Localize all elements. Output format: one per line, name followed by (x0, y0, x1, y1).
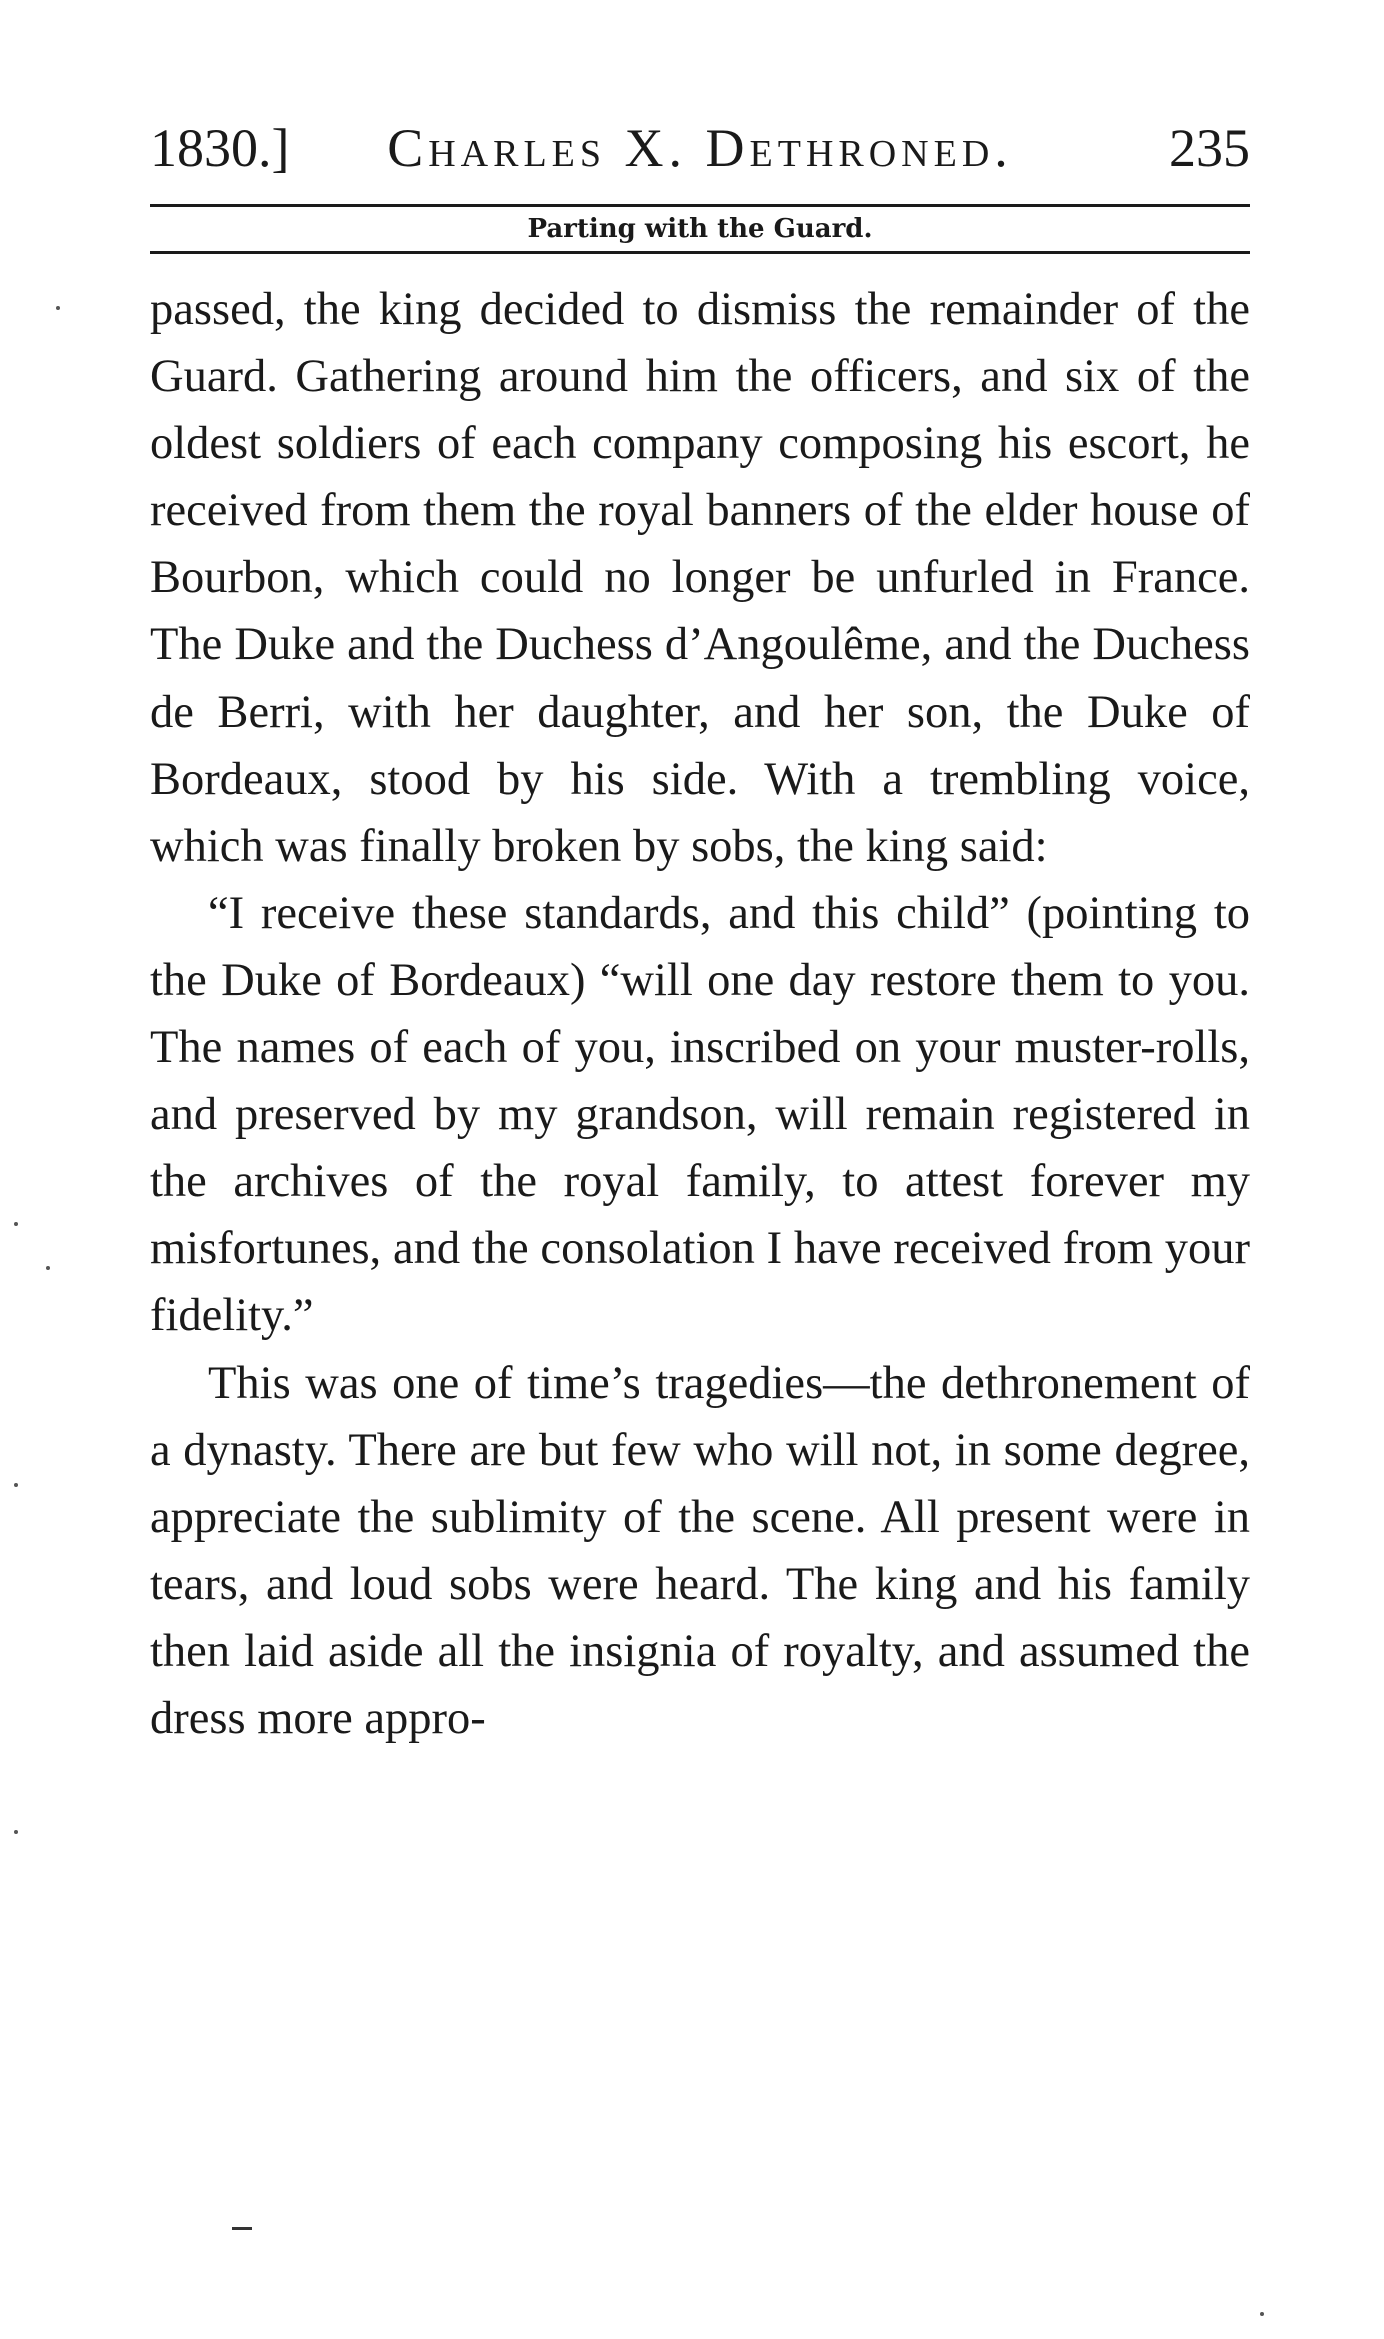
page-speck (14, 1830, 18, 1834)
page-speck (46, 1266, 50, 1270)
page-speck (1260, 2312, 1264, 2316)
paragraph-1: passed, the king decided to dismiss the remainder of the Guard. Gathering around him the officers, and six of the oldest soldiers of each company composing his escort, he received from them the royal banners of the elder house of Bourbon, which could no longer be unfurled in France. The Duke and the Duchess d’Angoulême, and the Duchess de Berri, with her daughter, and her son, the Duke of Bordeaux, stood by his side. With a trembling voice, which was finally broken by sobs, the king said: (150, 284, 1250, 872)
header-title: Charles X. Dethroned. (387, 118, 1013, 178)
running-head (150, 108, 1250, 188)
paragraph-2: “I receive these standards, and this child” (pointing to the Duke of Bordeaux) “will one day restore them to you. The names of each of you, inscribed on your muster-rolls, and preserved by my grandson, will remain registered in the archives of the royal family, to attest forever my misfortunes, and the consolation I have received from your fidelity.” (150, 887, 1250, 1342)
page-speck (56, 306, 60, 310)
page-dash-mark (232, 2227, 252, 2230)
header-year: 1830.] (150, 118, 290, 178)
section-subheading: Parting with the Guard. (527, 214, 873, 244)
page-speck (14, 1483, 18, 1487)
paragraph-3: This was one of time’s tragedies—the dethronement of a dynasty. There are but few who will not, in some degree, appreciate the sublimity of the scene. All present were in tears, and loud sobs were heard. The king and his family then laid aside all the insignia of royalty, and assumed the dress more appro- (150, 1357, 1250, 1744)
page-number: 235 (1169, 118, 1250, 178)
book-page (150, 108, 1250, 1752)
page-speck (14, 1222, 18, 1226)
body-text (150, 276, 1250, 1752)
header-rule-bottom (150, 251, 1250, 254)
